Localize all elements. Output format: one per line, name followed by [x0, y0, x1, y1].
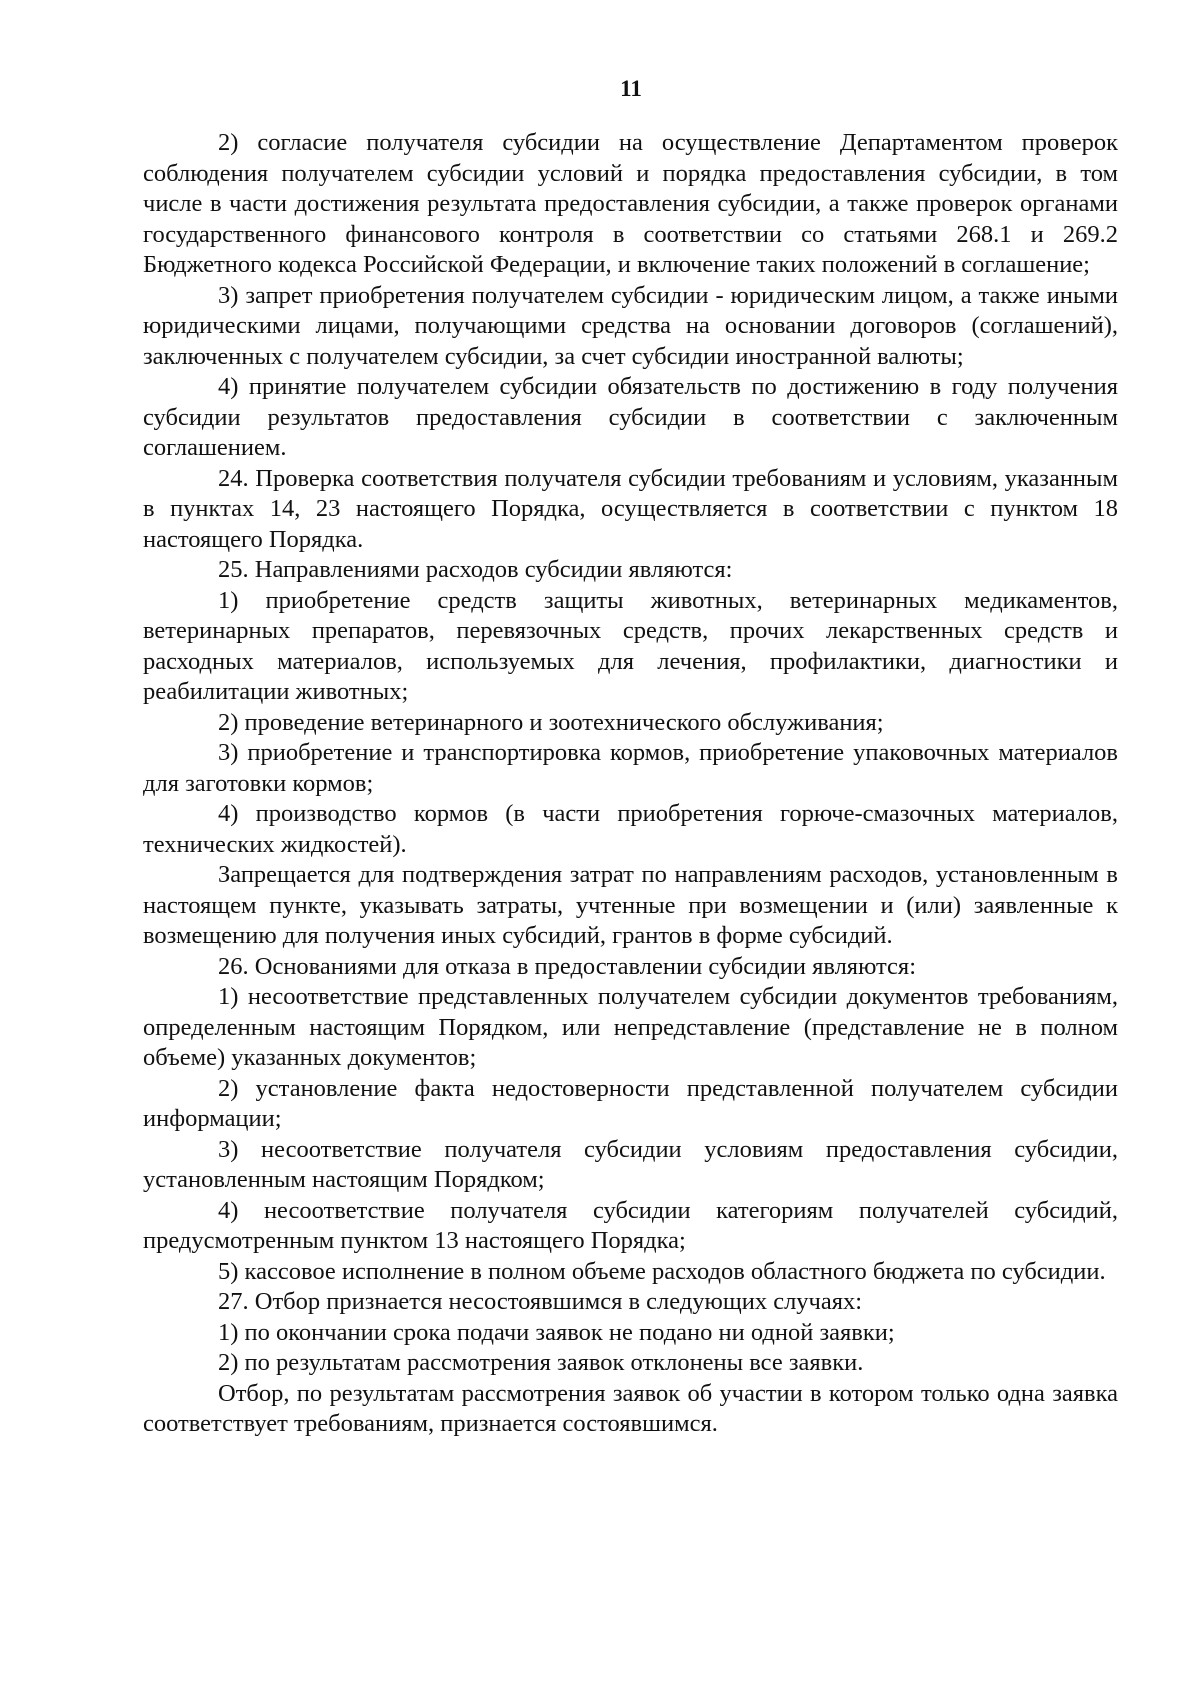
paragraph-26-item-1: 1) несоответствие представленных получателем субсидии документов требованиям, определенным настоящим Порядком, или непредставление (представление не в полном объеме) указанных документов; [143, 983, 1118, 1071]
paragraph-clause-27: 27. Отбор признается несостоявшимся в следующих случаях: [218, 1288, 863, 1315]
page-number: 11 [620, 76, 642, 101]
paragraph-27-item-2: 2) по результатам рассмотрения заявок отклонены все заявки. [218, 1349, 864, 1376]
paragraph-27-item-1: 1) по окончании срока подачи заявок не подано ни одной заявки; [218, 1318, 895, 1346]
paragraph-26-item-2: 2) установление факта недостоверности представленной получателем субсидии информации; [143, 1074, 1118, 1132]
paragraph-item-2-consent: 2) согласие получателя субсидии на осуществление Департаментом проверок соблюдения получателем субсидии условий и порядка предоставления субсидии, в том числе в части достижения результата предоставления субсидии, а также проверок органами государственного финансового контроля в соответствии со статьями 268.1 и 269.2 Бюджетного кодекса Российской Федерации, и включение таких положений в соглашение; [143, 129, 1118, 278]
document-body [143, 128, 1118, 1440]
paragraph-25-item-3: 3) приобретение и транспортировка кормов, приобретение упаковочных материалов для заготовки кормов; [143, 739, 1118, 797]
paragraph-25-prohibition: Запрещается для подтверждения затрат по направлениям расходов, установленным в настоящем пункте, указывать затраты, учтенные при возмещении и (или) заявленные к возмещению для получения иных субсидий, грантов в форме субсидий. [143, 861, 1118, 949]
paragraph-clause-25: 25. Направлениями расходов субсидии являются: [218, 556, 733, 583]
paragraph-clause-26: 26. Основаниями для отказа в предоставлении субсидии являются: [218, 952, 917, 980]
paragraph-25-item-4: 4) производство кормов (в части приобретения горюче-смазочных материалов, технических жидкостей). [143, 800, 1118, 858]
paragraph-item-4-obligations: 4) принятие получателем субсидии обязательств по достижению в году получения субсидии результатов предоставления субсидии в соответствии с заключенным соглашением. [143, 373, 1118, 461]
paragraph-26-item-4: 4) несоответствие получателя субсидии категориям получателей субсидий, предусмотренным пунктом 13 настоящего Порядка; [143, 1196, 1118, 1254]
paragraph-26-item-3: 3) несоответствие получателя субсидии условиям предоставления субсидии, установленным настоящим Порядком; [143, 1135, 1118, 1193]
paragraph-25-item-2: 2) проведение ветеринарного и зоотехнического обслуживания; [218, 708, 884, 736]
paragraph-26-item-5: 5) кассовое исполнение в полном объеме расходов областного бюджета по субсидии. [218, 1257, 1106, 1285]
paragraph-clause-24: 24. Проверка соответствия получателя субсидии требованиям и условиям, указанным в пунктах 14, 23 настоящего Порядка, осуществляется в соответствии с пунктом 18 настоящего Порядка. [143, 464, 1118, 553]
paragraph-item-3-currency-ban: 3) запрет приобретения получателем субсидии - юридическим лицом, а также иными юридическими лицами, получающими средства на основании договоров (соглашений), заключенных с получателем субсидии, за счет субсидии иностранной валюты; [143, 281, 1118, 370]
paragraph-27-final: Отбор, по результатам рассмотрения заявок об участии в котором только одна заявка соответствует требованиям, признается состоявшимся. [143, 1379, 1118, 1437]
paragraph-25-item-1: 1) приобретение средств защиты животных, ветеринарных медикаментов, ветеринарных препаратов, перевязочных средств, прочих лекарственных средств и расходных материалов, используемых для лечения, профилактики, диагностики и реабилитации животных; [143, 586, 1118, 705]
